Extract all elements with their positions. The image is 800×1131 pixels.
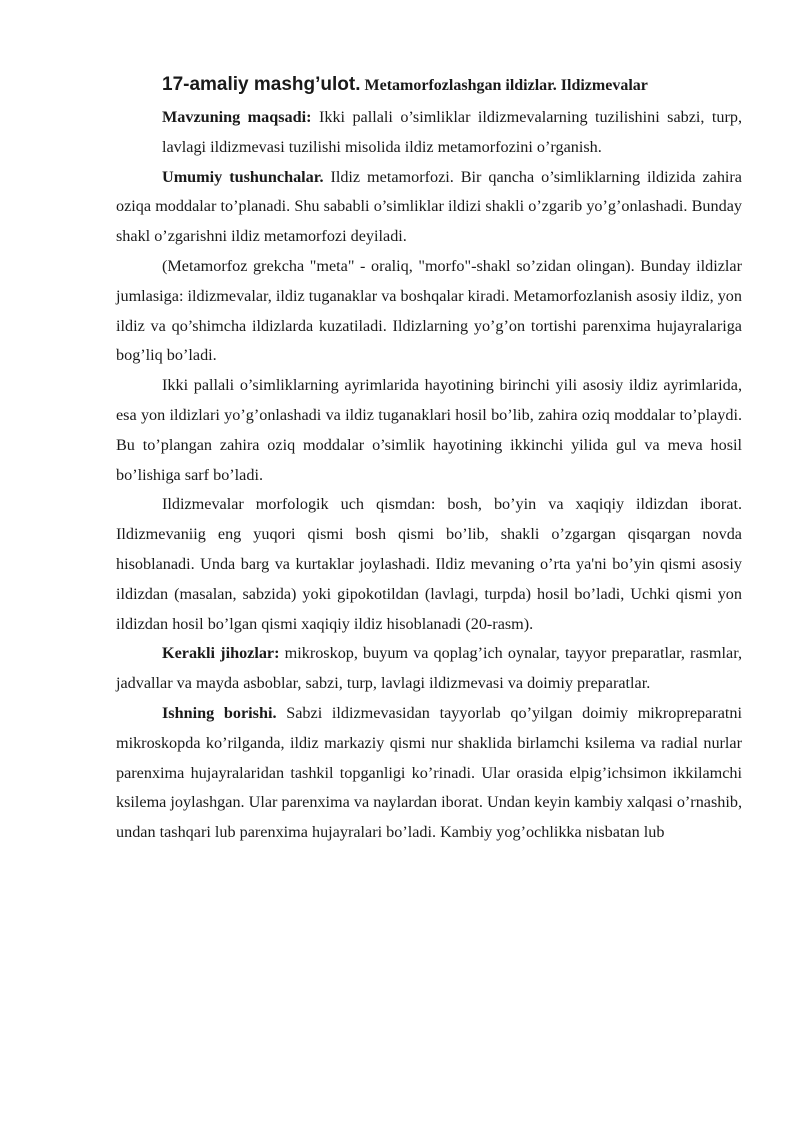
paragraph-label: Kerakli jihozlar: [162,644,280,663]
goal-label: Mavzuning maqsadi: [162,108,312,126]
paragraph [116,490,742,639]
goal-text: Ikki pallali o’simliklar ildizmevalarning tuzilishini sabzi, turp, lavlagi ildizmevasi tuzilishi misolida ildiz metamorfozini o’rganish. [162,108,742,156]
paragraph-text: Sabzi ildizmevasidan tayyorlab qo’yilgan doimiy mikropreparatni mikroskopda ko’rilganda, ildiz markaziy qismi nur shaklida birlamchi ksilema va radial nurlar parenxima hujayralaridan tashkil topganligi ko’rinadi. Ular orasida elpig’ichsimon ikkilamchi ksilema joylashgan. Ular parenxima va naylardan iborat. Undan keyin kambiy xalqasi o’rnashib, undan tashqari lub parenxima hujayralari bo’ladi. Kambiy yog’ochlikka nisbatan lub [116,703,742,842]
lesson-number: 17-amaliy mashg’ulot. [162,74,361,95]
paragraph [116,699,742,848]
paragraph-text: Ikki pallali o’simliklarning ayrimlarida hayotining birinchi yili asosiy ildiz ayrimlarida, esa yon ildizlari yo’g’onlashadi va ildiz tuganaklari hosil bo’lib, zahira oziq moddalar to’playdi. Bu to’plangan zahira oziq moddalar o’simlik hayotining ikkinchi yilida gul va meva hosil bo’lishiga sarf bo’ladi. [116,376,742,484]
paragraph [116,371,742,490]
goal-paragraph [162,103,742,163]
paragraph-text: mikroskop, buyum va qoplag’ich oynalar, tayyor preparatlar, rasmlar, jadvallar va mayda asboblar, sabzi, turp, lavlagi ildizmevasi va doimiy preparatlar. [116,644,742,693]
paragraph-label: Ishning borishi. [162,703,277,722]
paragraph-text: (Metamorfoz grekcha "meta" - oraliq, "morfo"-shakl so’zidan olingan). Bunday ildizlar jumlasiga: ildizmevalar, ildiz tuganaklar va boshqalar kiradi. Metamorfozlanish asosiy ildiz, yon ildiz va qo’shimcha ildizlarda kuzatiladi. Ildizlarning yo’g’on tortishi parenxima hujayralariga bog’liq bo’ladi. [116,256,742,365]
paragraph-text: Ildiz metamorfozi. Bir qancha o’simliklarning ildizida zahira oziqa moddalar to’planadi. Shu sababli o’simliklar ildizi shakli o’zgarib yo’g’onlashadi. Bunday shakl o’zgarishni ildiz metamorfozi deyiladi. [116,167,742,246]
paragraph [116,639,742,699]
document-title [162,68,742,103]
paragraph [116,163,742,252]
lesson-topic: Metamorfozlashgan ildizlar. Ildizmevalar [360,77,648,94]
paragraph-label: Umumiy tushunchalar. [162,167,324,186]
paragraph [116,252,742,371]
document-page [116,68,742,848]
paragraph-text: Ildizmevalar morfologik uch qismdan: bosh, bo’yin va xaqiqiy ildizdan iborat. Ildizmevaniig eng yuqori qismi bosh qismi bo’lib, shakli o’zgargan qisqargan novda hisoblanadi. Unda barg va kurtaklar joylashadi. Ildiz mevaning o’rta ya'ni bo’yin qismi asosiy ildizdan (masalan, sabzida) yoki gipokotildan (lavlagi, turpda) hosil bo’ladi, Uchki qismi yon ildizdan hosil bo’lgan qismi xaqiqiy ildiz hisoblanadi (20-rasm). [116,495,742,633]
